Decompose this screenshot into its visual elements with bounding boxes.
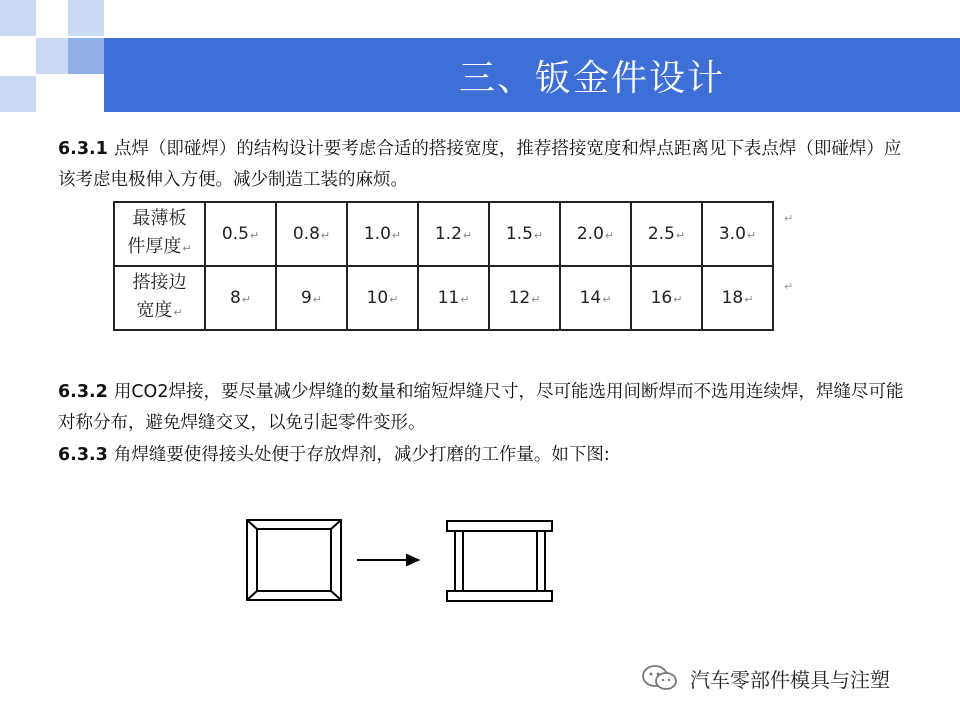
table-cell: 11↵ xyxy=(418,266,489,330)
table-cell: 1.5↵ xyxy=(489,202,560,266)
section-6-3-1 xyxy=(58,134,908,196)
section-6-3-2 xyxy=(58,377,908,439)
table-cell: 1.2↵ xyxy=(418,202,489,266)
title-bar xyxy=(104,38,960,112)
table-cell: 10↵ xyxy=(347,266,418,330)
section-number: 6.3.3 xyxy=(58,445,108,465)
lap-width-table xyxy=(113,201,774,331)
arrow-icon xyxy=(357,555,418,565)
table-cell: 2.5↵ xyxy=(631,202,702,266)
footer-watermark xyxy=(640,660,890,696)
section-number: 6.3.2 xyxy=(58,382,108,402)
section-6-3-3 xyxy=(58,440,908,471)
wechat-icon xyxy=(640,663,680,693)
slide-title: 三、钣金件设计 xyxy=(458,57,725,99)
table-row xyxy=(114,266,773,330)
table-cell: 3.0↵ xyxy=(702,202,773,266)
decor-square xyxy=(0,76,36,112)
row-end-mark: ↵ xyxy=(784,280,794,293)
table-cell: 0.8↵ xyxy=(276,202,347,266)
table-cell: 9↵ xyxy=(276,266,347,330)
account-name: 汽车零部件模具与注塑 xyxy=(690,667,890,692)
joint-after-figure xyxy=(447,521,552,601)
table-cell: 16↵ xyxy=(631,266,702,330)
row-header-text: 宽度 xyxy=(136,300,173,321)
section-text: 用CO2焊接，要尽量减少焊缝的数量和缩短焊缝尺寸，尽可能选用间断焊而不选用连续焊，焊缝尽可能对称分布，避免焊缝交叉，以免引起零件变形。 xyxy=(58,382,904,433)
section-text: 角焊缝要使得接头处便于存放焊剂，减少打磨的工作量。如下图: xyxy=(113,445,610,465)
row-header xyxy=(114,202,205,266)
table-cell: 14↵ xyxy=(560,266,631,330)
table-row xyxy=(114,202,773,266)
row-header-line2: 宽度↵ xyxy=(136,300,183,321)
table-cell: 1.0↵ xyxy=(347,202,418,266)
joint-before-figure xyxy=(247,520,341,600)
fillet-weld-diagram xyxy=(240,513,560,608)
decor-square xyxy=(68,38,104,74)
decor-square xyxy=(0,0,36,36)
row-header-line1: 最薄板 xyxy=(132,208,187,229)
table-cell: 12↵ xyxy=(489,266,560,330)
row-header-line1: 搭接边 xyxy=(132,272,187,293)
row-header-text: 件厚度 xyxy=(127,236,182,257)
table-cell: 0.5↵ xyxy=(205,202,276,266)
row-end-mark: ↵ xyxy=(784,212,794,225)
row-header-line2: 件厚度↵ xyxy=(127,236,192,257)
decor-square xyxy=(68,0,104,36)
section-text: 点焊（即碰焊）的结构设计要考虑合适的搭接宽度，推荐搭接宽度和焊点距离见下表点焊（即碰焊）应该考虑电极伸入方便。减少制造工装的麻烦。 xyxy=(58,139,902,190)
row-header xyxy=(114,266,205,330)
section-number: 6.3.1 xyxy=(58,139,108,159)
table-cell: 8↵ xyxy=(205,266,276,330)
decor-square xyxy=(36,38,72,74)
table-cell: 18↵ xyxy=(702,266,773,330)
table-cell: 2.0↵ xyxy=(560,202,631,266)
